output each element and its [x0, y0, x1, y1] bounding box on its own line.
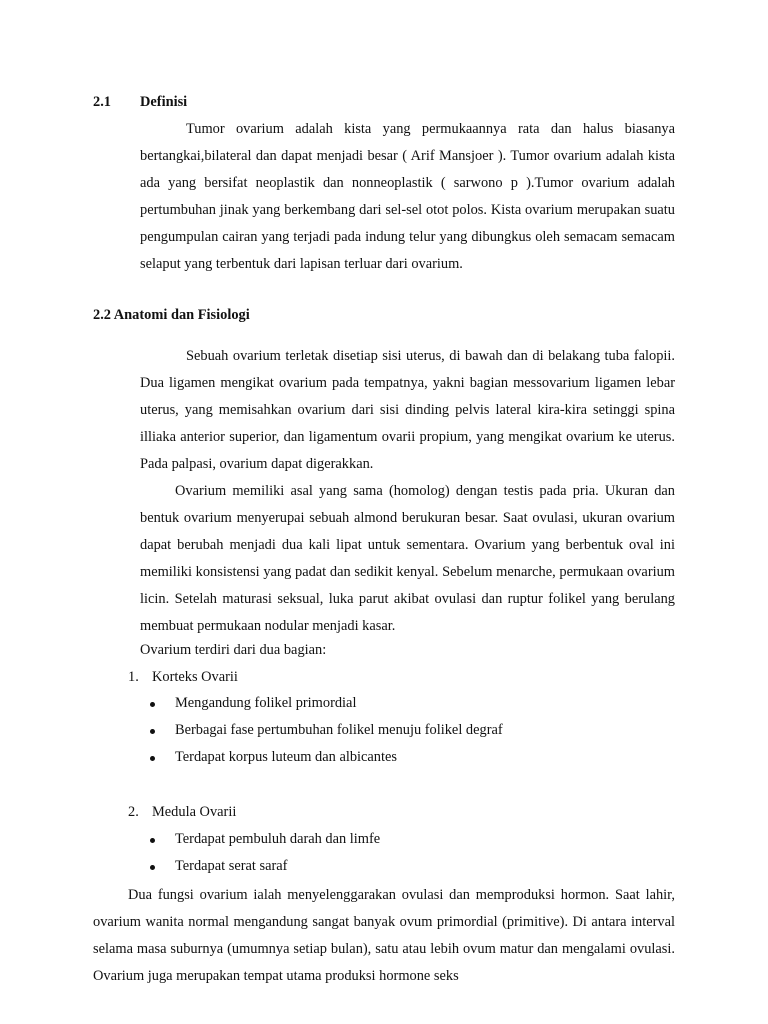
definition-paragraph: Tumor ovarium adalah kista yang permukaannya rata dan halus biasanya bertangkai,bilateral dan dapat menjadi besar ( Arif Mansjoer ). Tumor ovarium adalah kista ada yang bersifat neoplastik dan nonneoplastik ( sarwono p ).Tumor ovarium adalah pertumbuhan jinak yang berkembang dari sel-sel otot polos. Kista ovarium merupakan suatu pengumpulan cairan yang terjadi pada indung telur yang dibungkus oleh semacam semacam selaput yang terbentuk dari lapisan terluar dari ovarium.: [140, 121, 675, 272]
list-item: Terdapat korpus luteum dan albicantes: [175, 749, 397, 765]
list-item: Terdapat serat saraf: [175, 858, 288, 874]
section-2-1-number: 2.1: [93, 94, 111, 110]
part-2-number: 2.: [128, 804, 139, 820]
list-intro: Ovarium terdiri dari dua bagian:: [140, 642, 327, 658]
section-2-2-heading: 2.2 Anatomi dan Fisiologi: [93, 307, 250, 323]
anatomy-paragraph-1: Sebuah ovarium terletak disetiap sisi uterus, di bawah dan di belakang tuba falopii. Dua ligamen mengikat ovarium pada tempatnya, yakni bagian messovarium ligamen lebar uterus, yang memisahkan ovarium dari sisi dinding pelvis lateral kira-kira setinggi spina illiaka anterior superior, dan ligamentum ovarii propium, yang mengikat ovarium ke uterus. Pada palpasi, ovarium dapat digerakkan.: [140, 348, 675, 472]
part-1-title: Korteks Ovarii: [152, 669, 238, 685]
function-paragraph: Dua fungsi ovarium ialah menyelenggarakan ovulasi dan memproduksi hormon. Saat lahir, ovarium wanita normal mengandung sangat banyak ovum primordial (primitive). Di antara interval selama masa suburnya (umumnya setiap bulan), satu atau lebih ovum matur dan mengalami ovulasi. Ovarium juga merupakan tempat utama produksi hormone seks: [93, 887, 675, 984]
part-2-title: Medula Ovarii: [152, 804, 237, 820]
list-item: Berbagai fase pertumbuhan folikel menuju folikel degraf: [175, 722, 503, 738]
section-2-1-title: Definisi: [140, 94, 188, 110]
bullet-dot: [150, 865, 155, 870]
bullet-dot: [150, 756, 155, 761]
bullet-dot: [150, 729, 155, 734]
list-item: Mengandung folikel primordial: [175, 695, 357, 711]
bullet-dot: [150, 838, 155, 843]
bullet-dot: [150, 702, 155, 707]
list-item: Terdapat pembuluh darah dan limfe: [175, 831, 381, 847]
part-1-number: 1.: [128, 669, 139, 685]
anatomy-paragraph-2: Ovarium memiliki asal yang sama (homolog) dengan testis pada pria. Ukuran dan bentuk ovarium menyerupai sebuah almond berukuran besar. Saat ovulasi, ukuran ovarium dapat berubah menjadi dua kali lipat untuk sementara. Ovarium yang berbentuk oval ini memiliki konsistensi yang padat dan sedikit kenyal. Sebelum menarche, permukaan ovarium licin. Setelah maturasi seksual, luka parut akibat ovulasi dan ruptur folikel yang berulang membuat permukaan nodular menjadi kasar.: [140, 483, 675, 634]
